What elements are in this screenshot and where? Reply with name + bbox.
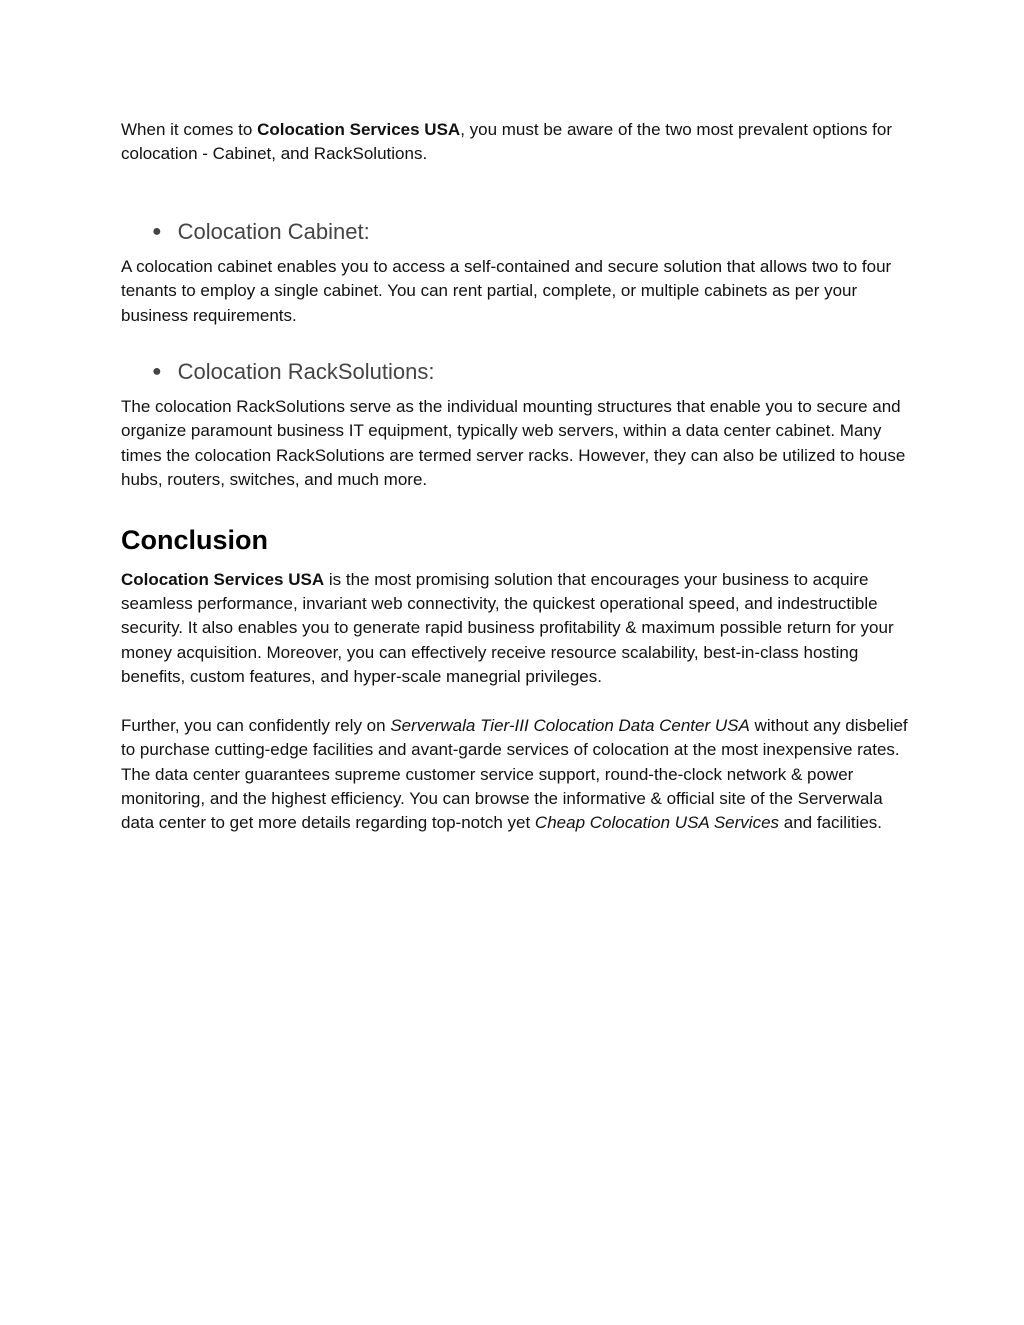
intro-bold-keyword: Colocation Services USA: [257, 120, 461, 139]
conclusion-p2-italic-1: Serverwala Tier-III Colocation Data Center USA: [390, 715, 750, 735]
bullet-icon: ●: [152, 222, 162, 240]
cabinet-heading: [152, 217, 911, 247]
racksolutions-heading: [152, 357, 911, 387]
intro-paragraph: [121, 118, 911, 167]
conclusion-p2-italic-2: Cheap Colocation USA Services: [534, 813, 780, 833]
intro-text-2: , you must be aware of the two most prevalent options for colocation - Cabinet, and RackSolutions.: [121, 120, 893, 164]
conclusion-p2-text-2: without any disbelief to purchase cutting-edge facilities and avant-garde services of colocation at the most inexpensive rates. The data center guarantees supreme customer service support, round-the-clock network & power monitoring, and the highest efficiency. You can browse the informative & official site of the Serverwala data center to get more details regarding top-notch yet: [121, 715, 908, 833]
conclusion-text-1: is the most promising solution that encourages your business to acquire seamless performance, invariant web connectivity, the quickest operational speed, and indestructible security. It also enables you to generate rapid business profitability & maximum possible return for your money acquisition. Moreover, you can effectively receive resource scalability, best-in-class hosting benefits, custom features, and hyper-scale manegrial privileges.: [121, 569, 894, 687]
bullet-icon: ●: [152, 363, 162, 381]
document-page: [121, 118, 911, 836]
conclusion-p2-text-3: and facilities.: [779, 813, 883, 833]
conclusion-heading: Conclusion: [121, 524, 268, 555]
racksolutions-paragraph: The colocation RackSolutions serve as the individual mounting structures that enable you to secure and organize paramount business IT equipment, typically web servers, within a data center cabinet. Many times the colocation RackSolutions are termed server racks. However, they can also be utilized to house hubs, routers, switches, and much more.: [121, 397, 906, 490]
conclusion-bold-keyword: Colocation Services USA: [121, 569, 325, 589]
conclusion-paragraph-1: [121, 568, 911, 690]
intro-text-1: When it comes to: [121, 120, 258, 139]
cabinet-paragraph: A colocation cabinet enables you to access a self-contained and secure solution that allows two to four tenants to employ a single cabinet. You can rent partial, complete, or multiple cabinets as per your business requirements.: [121, 256, 892, 325]
conclusion-p2-text-1: Further, you can confidently rely on: [121, 715, 391, 735]
racksolutions-heading-text: Colocation RackSolutions:: [177, 359, 435, 385]
cabinet-heading-text: Colocation Cabinet:: [177, 218, 370, 244]
conclusion-paragraph-2: [121, 714, 911, 836]
